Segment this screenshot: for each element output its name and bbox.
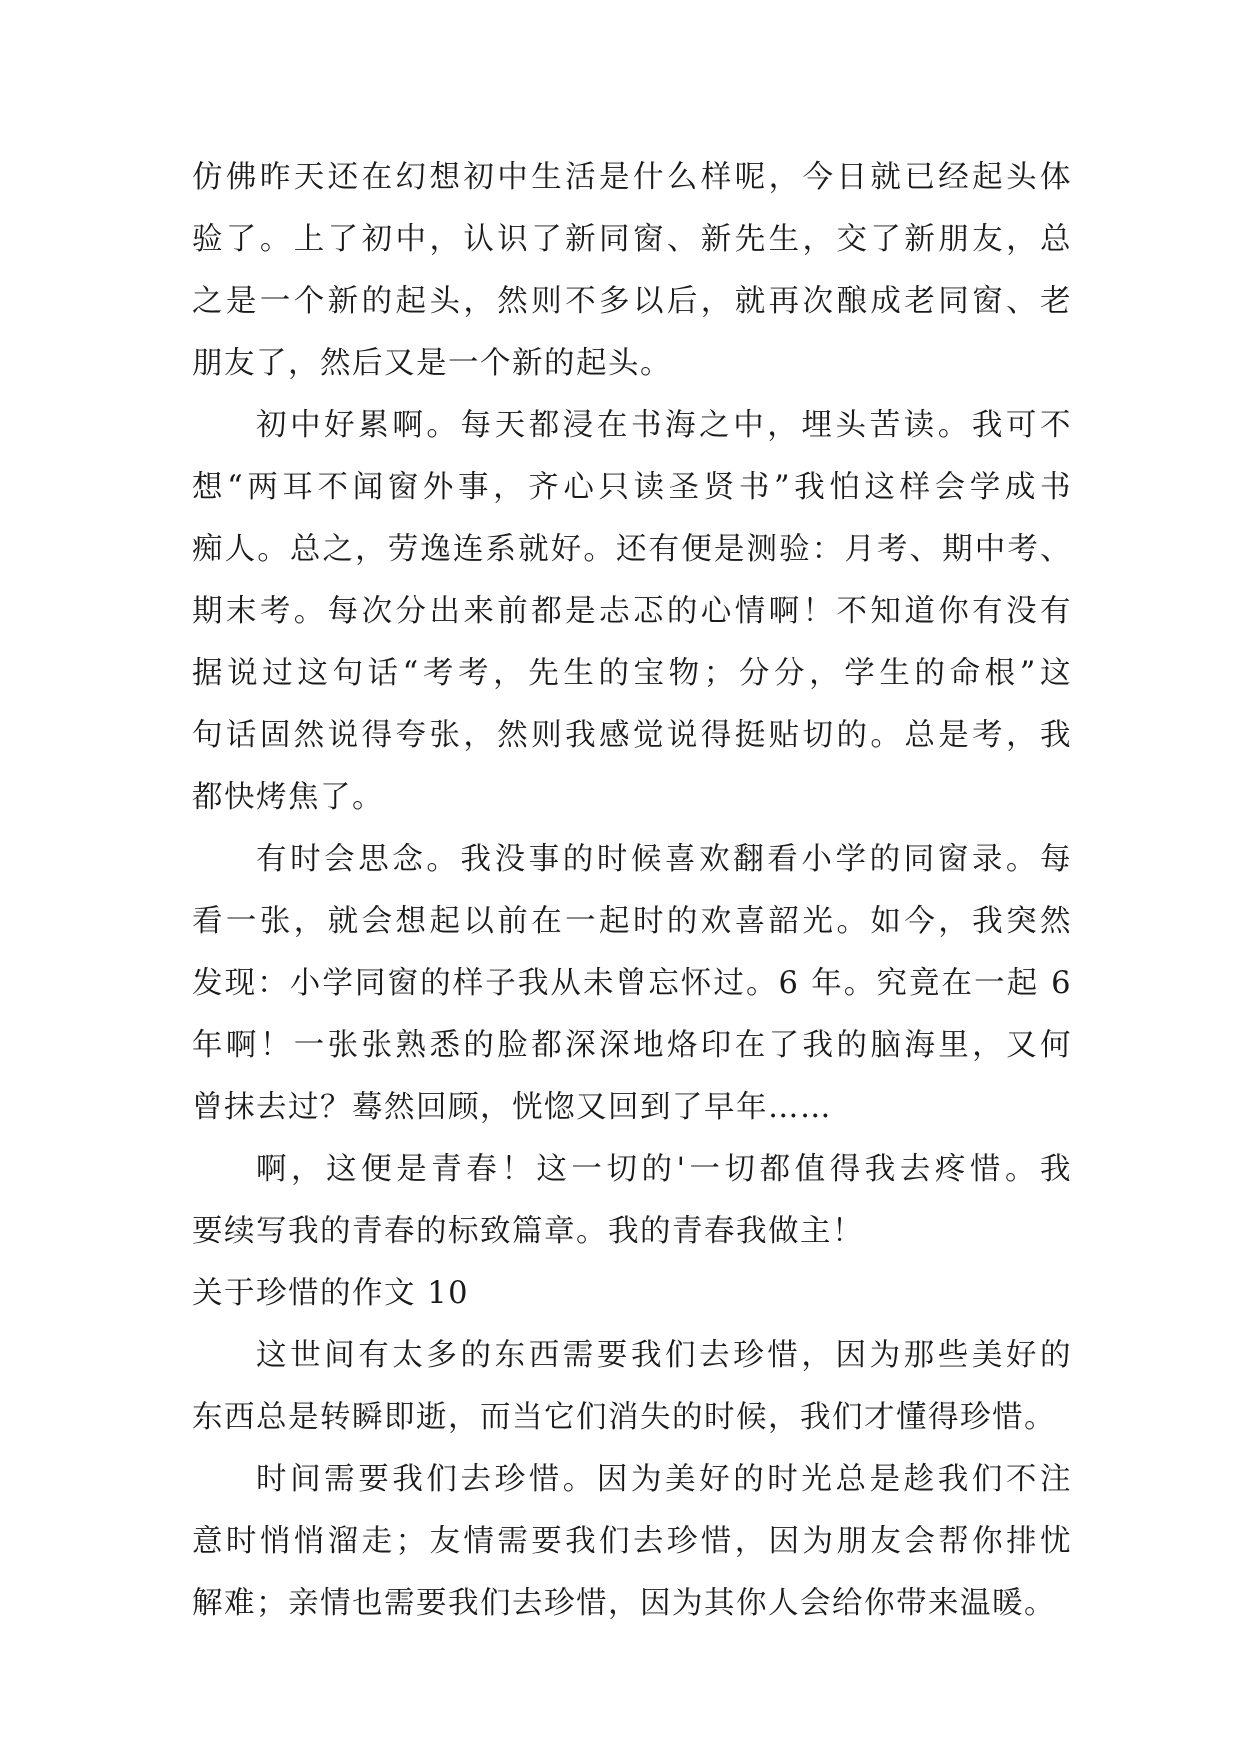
text-line: 要续写我的青春的标致篇章。我的青春我做主！ [192,1214,864,1249]
text-line: 时间需要我们去珍惜。因为美好的时光总是趁我们不注 [256,1462,1072,1497]
text-line: 朋友了，然后又是一个新的起头。 [192,346,672,381]
text-line: 验了。上了初中，认识了新同窗、新先生，交了新朋友，总 [192,222,1072,257]
text-line: 发现：小学同窗的样子我从未曾忘怀过。6 年。究竟在一起 6 [192,966,1072,1001]
text-line: 东西总是转瞬即逝，而当它们消失的时候，我们才懂得珍惜。 [192,1400,1056,1435]
text-line: 曾抹去过？蓦然回顾，恍惚又回到了早年…… [192,1090,832,1125]
document-body [192,158,1072,1646]
text-line: 意时悄悄溜走；友情需要我们去珍惜，因为朋友会帮你排忧 [192,1524,1072,1559]
text-line: 期末考。每次分出来前都是忐忑的心情啊！不知道你有没有 [192,594,1072,629]
text-line: 之是一个新的起头，然则不多以后，就再次酿成老同窗、老 [192,284,1072,319]
text-line: 都快烤焦了。 [192,780,384,815]
text-line: 初中好累啊。每天都浸在书海之中，埋头苦读。我可不 [256,408,1072,443]
text-line: 句话固然说得夸张，然则我感觉说得挺贴切的。总是考，我 [192,718,1072,753]
text-line: 年啊！一张张熟悉的脸都深深地烙印在了我的脑海里，又何 [192,1028,1072,1063]
text-line: 痴人。总之，劳逸连系就好。还有便是测验：月考、期中考、 [192,532,1072,567]
text-line: 仿佛昨天还在幻想初中生活是什么样呢，今日就已经起头体 [192,160,1072,195]
text-line: 据说过这句话“考考，先生的宝物；分分，学生的命根”这 [192,656,1072,691]
text-line: 有时会思念。我没事的时候喜欢翻看小学的同窗录。每 [256,842,1072,877]
text-line: 看一张，就会想起以前在一起时的欢喜韶光。如今，我突然 [192,904,1072,939]
text-line: 这世间有太多的东西需要我们去珍惜，因为那些美好的 [256,1338,1072,1373]
text-line: 啊，这便是青春！这一切的'一切都值得我去疼惜。我 [256,1152,1072,1187]
text-line: 解难；亲情也需要我们去珍惜，因为其你人会给你带来温暖。 [192,1586,1056,1621]
text-line: 想“两耳不闻窗外事，齐心只读圣贤书”我怕这样会学成书 [192,470,1072,505]
section-heading: 关于珍惜的作文 10 [192,1276,470,1311]
